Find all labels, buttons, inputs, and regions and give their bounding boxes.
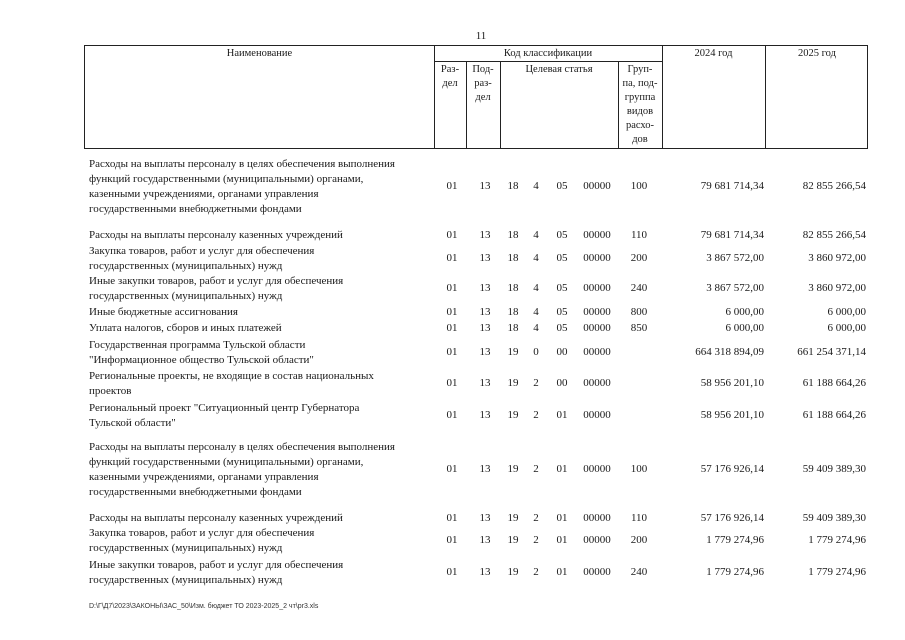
table-row [0,401,905,431]
cell-t4: 00000 [583,346,611,358]
cell-t4: 00000 [583,282,611,294]
cell-y1: 664 318 894,09 [695,346,764,358]
cell-t1: 19 [507,463,519,475]
cell-y2: 1 779 274,96 [808,534,866,546]
table-row [0,157,905,217]
cell-t3: 01 [556,463,568,475]
cell-y2: 61 188 664,26 [802,409,866,421]
row-name: Закупка товаров, работ и услуг для обеспечения государственных (муниципальных) нужд [89,527,315,554]
cell-t1: 18 [507,180,519,192]
cell-y1: 6 000,00 [725,322,764,334]
cell-t2: 0 [533,346,539,358]
cell-t2: 4 [533,252,539,264]
cell-vr: 100 [630,180,648,192]
cell-y1: 58 956 201,10 [700,409,764,421]
cell-vr: 200 [630,252,648,264]
cell-pr: 13 [479,229,491,241]
cell-pr: 13 [479,512,491,524]
col-header-target: Целевая статья [525,64,593,75]
page-number: 11 [475,30,487,42]
cell-vr: 800 [630,306,648,318]
cell-rz: 01 [446,377,458,389]
cell-t4: 00000 [583,534,611,546]
cell-t4: 00000 [583,306,611,318]
file-path: D:\Г\Д7\2023\ЗАКОНЫ\ЗАС_50\Изм. бюджет ТО 2023-2025_2 чт\pr3.xls [89,603,319,610]
cell-pr: 13 [479,566,491,578]
cell-rz: 01 [446,409,458,421]
cell-pr: 13 [479,463,491,475]
row-name: Региональные проекты, не входящие в состав национальных проектов [89,370,374,397]
cell-t4: 00000 [583,322,611,334]
cell-t2: 2 [533,512,539,524]
table-row [0,274,905,304]
cell-y2: 61 188 664,26 [802,377,866,389]
cell-t3: 05 [556,322,568,334]
cell-vr: 100 [630,463,648,475]
cell-y2: 6 000,00 [827,322,866,334]
table-row [0,338,905,368]
row-name: Иные закупки товаров, работ и услуг для обеспечения государственных (муниципальных) нужд [89,559,344,586]
cell-rz: 01 [446,566,458,578]
cell-t2: 2 [533,409,539,421]
col-header-2025: 2025 год [798,48,836,59]
cell-y1: 57 176 926,14 [700,463,764,475]
cell-t4: 00000 [583,463,611,475]
cell-pr: 13 [479,306,491,318]
cell-y1: 1 779 274,96 [706,534,764,546]
cell-t1: 19 [507,534,519,546]
row-name: Расходы на выплаты персоналу казенных учреждений [89,512,343,524]
cell-pr: 13 [479,322,491,334]
table-row [0,321,905,336]
cell-y1: 79 681 714,34 [700,180,764,192]
table-row [0,228,905,243]
cell-t1: 18 [507,229,519,241]
cell-rz: 01 [446,229,458,241]
cell-t1: 18 [507,322,519,334]
col-header-podrazdel: Под- раз- дел [472,64,494,103]
cell-t3: 05 [556,306,568,318]
divider [662,46,663,148]
col-header-code: Код классификации [503,48,593,59]
cell-pr: 13 [479,346,491,358]
cell-t1: 18 [507,282,519,294]
cell-rz: 01 [446,282,458,294]
cell-rz: 01 [446,252,458,264]
cell-t3: 00 [556,377,568,389]
cell-rz: 01 [446,534,458,546]
cell-t4: 00000 [583,229,611,241]
cell-y1: 79 681 714,34 [700,229,764,241]
cell-t2: 2 [533,534,539,546]
cell-t4: 00000 [583,252,611,264]
cell-vr: 110 [630,512,648,524]
cell-t2: 4 [533,322,539,334]
row-name: Государственная программа Тульской области "Информационное общество Тульской области" [89,339,314,366]
cell-vr: 240 [630,282,648,294]
cell-t4: 00000 [583,409,611,421]
cell-t1: 19 [507,566,519,578]
cell-y1: 1 779 274,96 [706,566,764,578]
cell-pr: 13 [479,534,491,546]
cell-vr: 240 [630,566,648,578]
cell-t2: 2 [533,566,539,578]
col-header-group: Груп- па, под- группа видов расхо- дов [622,64,658,145]
cell-t2: 2 [533,377,539,389]
cell-y2: 3 860 972,00 [808,252,866,264]
table-row [0,440,905,500]
cell-t3: 05 [556,282,568,294]
cell-pr: 13 [479,377,491,389]
row-name: Иные закупки товаров, работ и услуг для обеспечения государственных (муниципальных) нужд [89,275,344,302]
col-header-name: Наименование [226,48,293,59]
col-header-razdel: Раз- дел [440,64,460,89]
table-row [0,369,905,399]
cell-t3: 01 [556,534,568,546]
cell-y1: 3 867 572,00 [706,282,764,294]
cell-rz: 01 [446,306,458,318]
cell-t3: 01 [556,566,568,578]
cell-vr: 850 [630,322,648,334]
cell-y1: 57 176 926,14 [700,512,764,524]
cell-y1: 3 867 572,00 [706,252,764,264]
cell-t2: 4 [533,306,539,318]
cell-t1: 18 [507,252,519,264]
cell-pr: 13 [479,252,491,264]
cell-t2: 2 [533,463,539,475]
row-name: Закупка товаров, работ и услуг для обеспечения государственных (муниципальных) нужд [89,245,315,272]
cell-t2: 4 [533,180,539,192]
cell-t4: 00000 [583,566,611,578]
table-row [0,526,905,556]
row-name: Иные бюджетные ассигнования [89,306,238,318]
cell-t4: 00000 [583,377,611,389]
cell-pr: 13 [479,409,491,421]
cell-t3: 05 [556,229,568,241]
cell-t3: 01 [556,409,568,421]
cell-rz: 01 [446,463,458,475]
cell-t3: 01 [556,512,568,524]
row-name: Расходы на выплаты персоналу в целях обеспечения выполнения функций государственными (муниципальными) органами, казенными учреждениями, органами управления государственными внебюджетными фондами [89,441,395,498]
row-name: Уплата налогов, сборов и иных платежей [89,322,282,334]
cell-t3: 05 [556,252,568,264]
cell-t4: 00000 [583,180,611,192]
cell-y2: 59 409 389,30 [802,463,866,475]
cell-t3: 00 [556,346,568,358]
table-row [0,244,905,274]
cell-y2: 1 779 274,96 [808,566,866,578]
cell-rz: 01 [446,322,458,334]
cell-t1: 19 [507,512,519,524]
cell-rz: 01 [446,180,458,192]
cell-y2: 82 855 266,54 [802,180,866,192]
cell-rz: 01 [446,512,458,524]
cell-y1: 58 956 201,10 [700,377,764,389]
cell-y2: 661 254 371,14 [797,346,866,358]
cell-t4: 00000 [583,512,611,524]
row-name: Региональный проект "Ситуационный центр Губернатора Тульской области" [89,402,360,429]
table-row [0,511,905,526]
cell-y1: 6 000,00 [725,306,764,318]
cell-y2: 6 000,00 [827,306,866,318]
table-row [0,305,905,320]
table-row [0,558,905,588]
divider [434,61,662,62]
cell-t1: 19 [507,377,519,389]
divider [765,46,766,148]
col-header-2024: 2024 год [694,48,733,59]
cell-t1: 19 [507,346,519,358]
cell-pr: 13 [479,180,491,192]
cell-t1: 18 [507,306,519,318]
cell-y2: 3 860 972,00 [808,282,866,294]
cell-t1: 19 [507,409,519,421]
cell-y2: 59 409 389,30 [802,512,866,524]
cell-y2: 82 855 266,54 [802,229,866,241]
cell-t2: 4 [533,229,539,241]
cell-pr: 13 [479,282,491,294]
row-name: Расходы на выплаты персоналу в целях обеспечения выполнения функций государственными (муниципальными) органами, казенными учреждениями, органами управления государственными внебюджетными фондами [89,158,395,215]
cell-vr: 110 [630,229,648,241]
cell-rz: 01 [446,346,458,358]
table-header [84,45,868,149]
cell-t2: 4 [533,282,539,294]
row-name: Расходы на выплаты персоналу казенных учреждений [89,229,343,241]
cell-t3: 05 [556,180,568,192]
cell-vr: 200 [630,534,648,546]
